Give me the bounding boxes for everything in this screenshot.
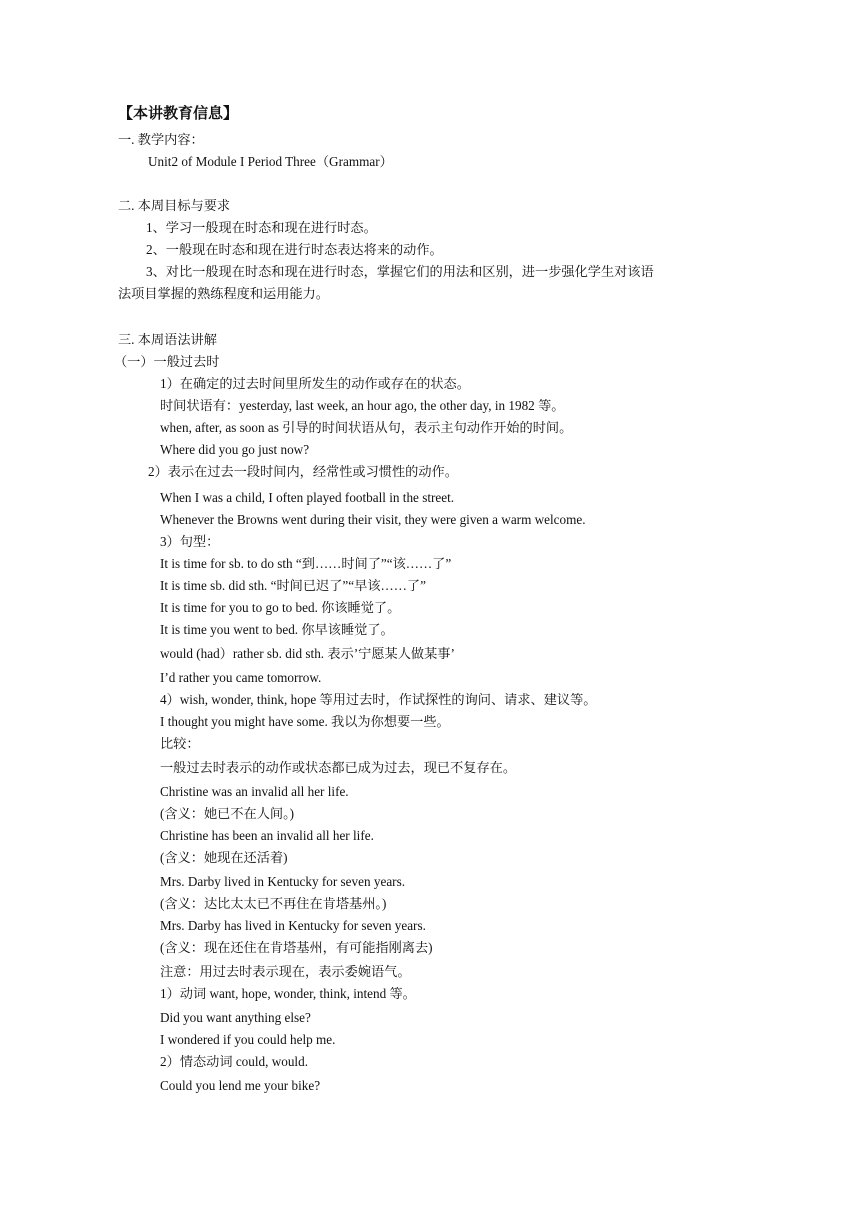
text-line: 法项目掌握的熟练程度和运用能力。 <box>118 286 329 301</box>
text-line: 一般过去时表示的动作或状态都已成为过去，现已不复存在。 <box>160 760 517 775</box>
text-line: Unit2 of Module I Period Three（Grammar） <box>148 154 393 169</box>
text-line: would (had）rather sb. did sth. 表示’宁愿某人做某事’ <box>160 646 455 661</box>
text-line: I wondered if you could help me. <box>160 1032 336 1047</box>
text-line: 比较： <box>160 736 200 751</box>
text-line: It is time sb. did sth. “时间已迟了”“早该……了” <box>160 578 426 593</box>
text-line: 2）表示在过去一段时间内，经常性或习惯性的动作。 <box>148 464 458 479</box>
text-line: I thought you might have some. 我以为你想要一些。 <box>160 714 450 729</box>
section-heading: 【本讲教育信息】 <box>118 106 239 122</box>
text-line: 时间状语有：yesterday, last week, an hour ago, the other day, in 1982 等。 <box>160 398 565 413</box>
text-line: 1）在确定的过去时间里所发生的动作或存在的状态。 <box>160 376 470 391</box>
text-line: Whenever the Browns went during their visit, they were given a warm welcome. <box>160 512 586 527</box>
text-line: 3）句型： <box>160 534 220 549</box>
text-line: I’d rather you came tomorrow. <box>160 670 322 685</box>
text-line: 2）情态动词 could, would. <box>160 1054 308 1069</box>
text-line: 4）wish, wonder, think, hope 等用过去时，作试探性的询问、请求、建议等。 <box>160 692 597 707</box>
text-line: 注意：用过去时表示现在，表示委婉语气。 <box>160 964 411 979</box>
text-line: When I was a child, I often played football in the street. <box>160 490 455 505</box>
text-line: Christine has been an invalid all her life. <box>160 828 374 843</box>
text-line: (含义：现在还住在肯塔基州，有可能指刚离去) <box>160 940 433 955</box>
subheading: （一）一般过去时 <box>114 354 220 369</box>
text-line: It is time for you to go to bed. 你该睡觉了。 <box>160 600 401 615</box>
text-line: 2、一般现在时态和现在进行时态表达将来的动作。 <box>146 242 443 257</box>
text-line: Could you lend me your bike? <box>160 1078 321 1093</box>
heading-1: 一. 教学内容： <box>118 132 204 147</box>
heading-2: 二. 本周目标与要求 <box>118 198 231 213</box>
text-line: It is time you went to bed. 你早该睡觉了。 <box>160 622 394 637</box>
text-line: Mrs. Darby lived in Kentucky for seven years. <box>160 874 405 889</box>
text-line: (含义：她已不在人间。) <box>160 806 295 821</box>
text-line: (含义：达比太太已不再住在肯塔基州。) <box>160 896 387 911</box>
text-line: Mrs. Darby has lived in Kentucky for seven years. <box>160 918 426 933</box>
text-line: when, after, as soon as 引导的时间状语从句，表示主句动作开始的时间。 <box>160 420 573 435</box>
text-line: (含义：她现在还活着) <box>160 850 288 865</box>
text-line: It is time for sb. to do sth “到……时间了”“该……了” <box>160 556 452 571</box>
heading-3: 三. 本周语法讲解 <box>118 332 217 347</box>
text-line: 1）动词 want, hope, wonder, think, intend 等。 <box>160 986 416 1001</box>
text-line: 1、学习一般现在时态和现在进行时态。 <box>146 220 377 235</box>
text-line: 3、对比一般现在时态和现在进行时态，掌握它们的用法和区别，进一步强化学生对该语 <box>146 264 654 279</box>
text-line: Did you want anything else? <box>160 1010 311 1025</box>
text-line: Christine was an invalid all her life. <box>160 784 349 799</box>
text-line: Where did you go just now? <box>160 442 310 457</box>
